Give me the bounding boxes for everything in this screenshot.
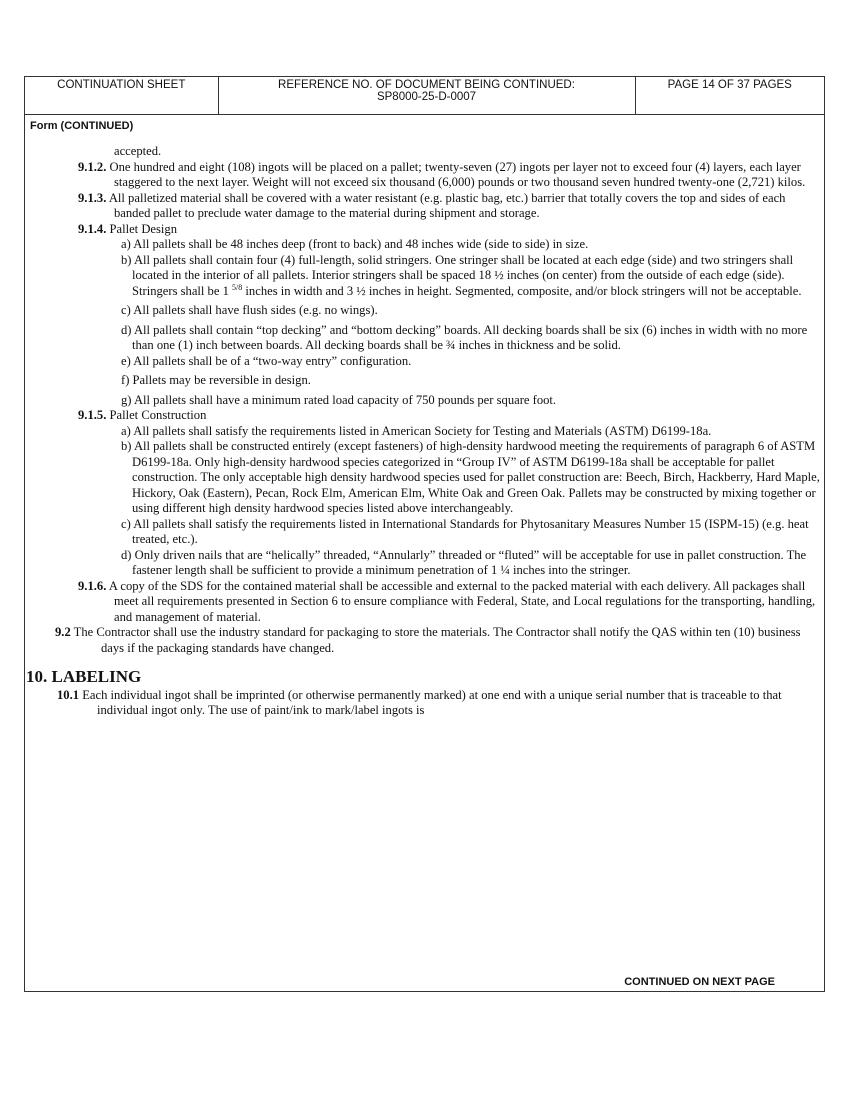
section-number: 9.1.3. [78, 190, 107, 205]
item-9-1-4-f: f) Pallets may be reversible in design. [121, 373, 311, 387]
item-9-1-4-e: e) All pallets shall be of a “two-way entry” configuration. [121, 353, 412, 368]
section-text: Each individual ingot shall be imprinted (or otherwise permanently marked) at one end with a unique serial number that is traceable to that individual ingot only. The use of paint/ink to mark/label ingots is [82, 687, 782, 717]
section-9-2 [25, 625, 824, 656]
section-number: 10.1 [57, 687, 80, 702]
section-number: 9.1.4. [78, 221, 107, 236]
section-title: Pallet Construction [109, 408, 207, 422]
section-text: All palletized material shall be covered with a water resistant (e.g. plastic bag, etc.) barrier that totally covers the top and sides of each banded pallet to preclude water damage to the material during shipment and storage. [108, 190, 786, 220]
reference-number: SP8000-25-D-0007 [376, 91, 477, 103]
item-9-1-4-a: a) All pallets shall be 48 inches deep (front to back) and 48 inches wide (side to side) in size. [121, 237, 589, 251]
section-text: A copy of the SDS for the contained material shall be accessible and external to the packed material with each delivery. All packages shall meet all requirements presented in Section 6 to ensure compliance with Federal, State, and Local regulations for the transporting, handling, and management of material. [108, 578, 816, 624]
section-9-1-5 [25, 408, 824, 424]
continued-notice: CONTINUED ON NEXT PAGE [624, 976, 775, 988]
continuation-sheet [24, 76, 825, 992]
section-number: 9.2 [55, 625, 71, 639]
item-9-1-4-g: g) All pallets shall have a minimum rated load capacity of 750 pounds per square foot. [121, 392, 557, 407]
reference-label: REFERENCE NO. OF DOCUMENT BEING CONTINUED: [278, 79, 575, 91]
section-number: 9.1.5. [78, 408, 107, 422]
document-body [25, 144, 824, 719]
form-continued-label: Form (CONTINUED) [30, 120, 134, 132]
section-9-1-6 [25, 579, 824, 626]
section-9-1-2 [25, 160, 824, 191]
section-number: 9.1.6. [78, 578, 107, 593]
accepted-fragment: accepted. [114, 144, 162, 158]
section-10-1 [25, 688, 824, 719]
header-table [25, 77, 824, 115]
item-9-1-5-a: a) All pallets shall satisfy the requirements listed in American Society for Testing and Materials (ASTM) D6199-18a. [121, 423, 712, 438]
section-number: 9.1.2. [78, 159, 107, 174]
header-page-count: PAGE 14 OF 37 PAGES [635, 77, 824, 114]
item-9-1-4-b: b) All pallets shall contain four (4) full-length, solid stringers. One stringer shall be located at each edge (side) and two stringers shall located in the interior of all pallets. Interior stringers shall be spaced 18 ½ inches (on center) from the outside of each edge (side). Stringers shall be 1 $^{5/8}$ inches in width and 3 ½ inches in height. Segmented, composite, and/or block stringers will not be acceptable. [121, 252, 802, 298]
section-text: One hundred and eight (108) ingots will be placed on a pallet; twenty-seven (27) ingots per layer not to exceed four (4) layers, each layer staggered to the next layer. Weight will not exceed six thousand (6,000) pounds or two thousand seven hundred twenty-one (2,721) kilos. [109, 159, 806, 189]
item-9-1-5-c: c) All pallets shall satisfy the requirements listed in International Standards for Phytosanitary Measures Number 15 (ISPM-15) (e.g. heat treated, etc.). [121, 516, 809, 546]
item-9-1-4-c: c) All pallets shall have flush sides (e.g. no wings). [121, 303, 378, 317]
heading-labeling: 10. LABELING [26, 667, 142, 686]
item-9-1-5-d: d) Only driven nails that are “helically” threaded, “Annularly” threaded or “fluted” will be acceptable for use in pallet construction. The fastener length shall be sufficient to provide a minimum penetration of 1 ¼ inches into the stringer. [121, 547, 807, 577]
item-9-1-5-b: b) All pallets shall be constructed entirely (except fasteners) of high-density hardwood meeting the requirements of paragraph 6 of ASTM D6199-18a. Only high-density hardwood species categorized in “Group IV” of ASTM D6199-18a shall be acceptable for pallet construction. The only acceptable high density hardwood species used for pallet construction are: Beech, Birch, Hackberry, Hard Maple, Hickory, Oak (Eastern), Pecan, Rock Elm, American Elm, White Oak and Green Oak. Pallets may be constructed by mixing together or using different high density hardwood species listed above interchangeably. [121, 439, 820, 515]
item-9-1-4-d: d) All pallets shall contain “top decking” and “bottom decking” boards. All decking boards shall be six (6) inches in width with no more than one (1) inch between boards. All decking boards shall be ¾ inches in thickness and be solid. [121, 322, 808, 352]
section-title: Pallet Design [109, 221, 178, 236]
header-reference [218, 77, 635, 114]
header-sheet-type: CONTINUATION SHEET [25, 77, 218, 114]
section-9-1-3 [25, 191, 824, 222]
section-9-1-4 [25, 222, 824, 238]
section-text: The Contractor shall use the industry standard for packaging to store the materials. The Contractor shall notify the QAS within ten (10) business days if the packaging standards have changed. [73, 625, 801, 655]
